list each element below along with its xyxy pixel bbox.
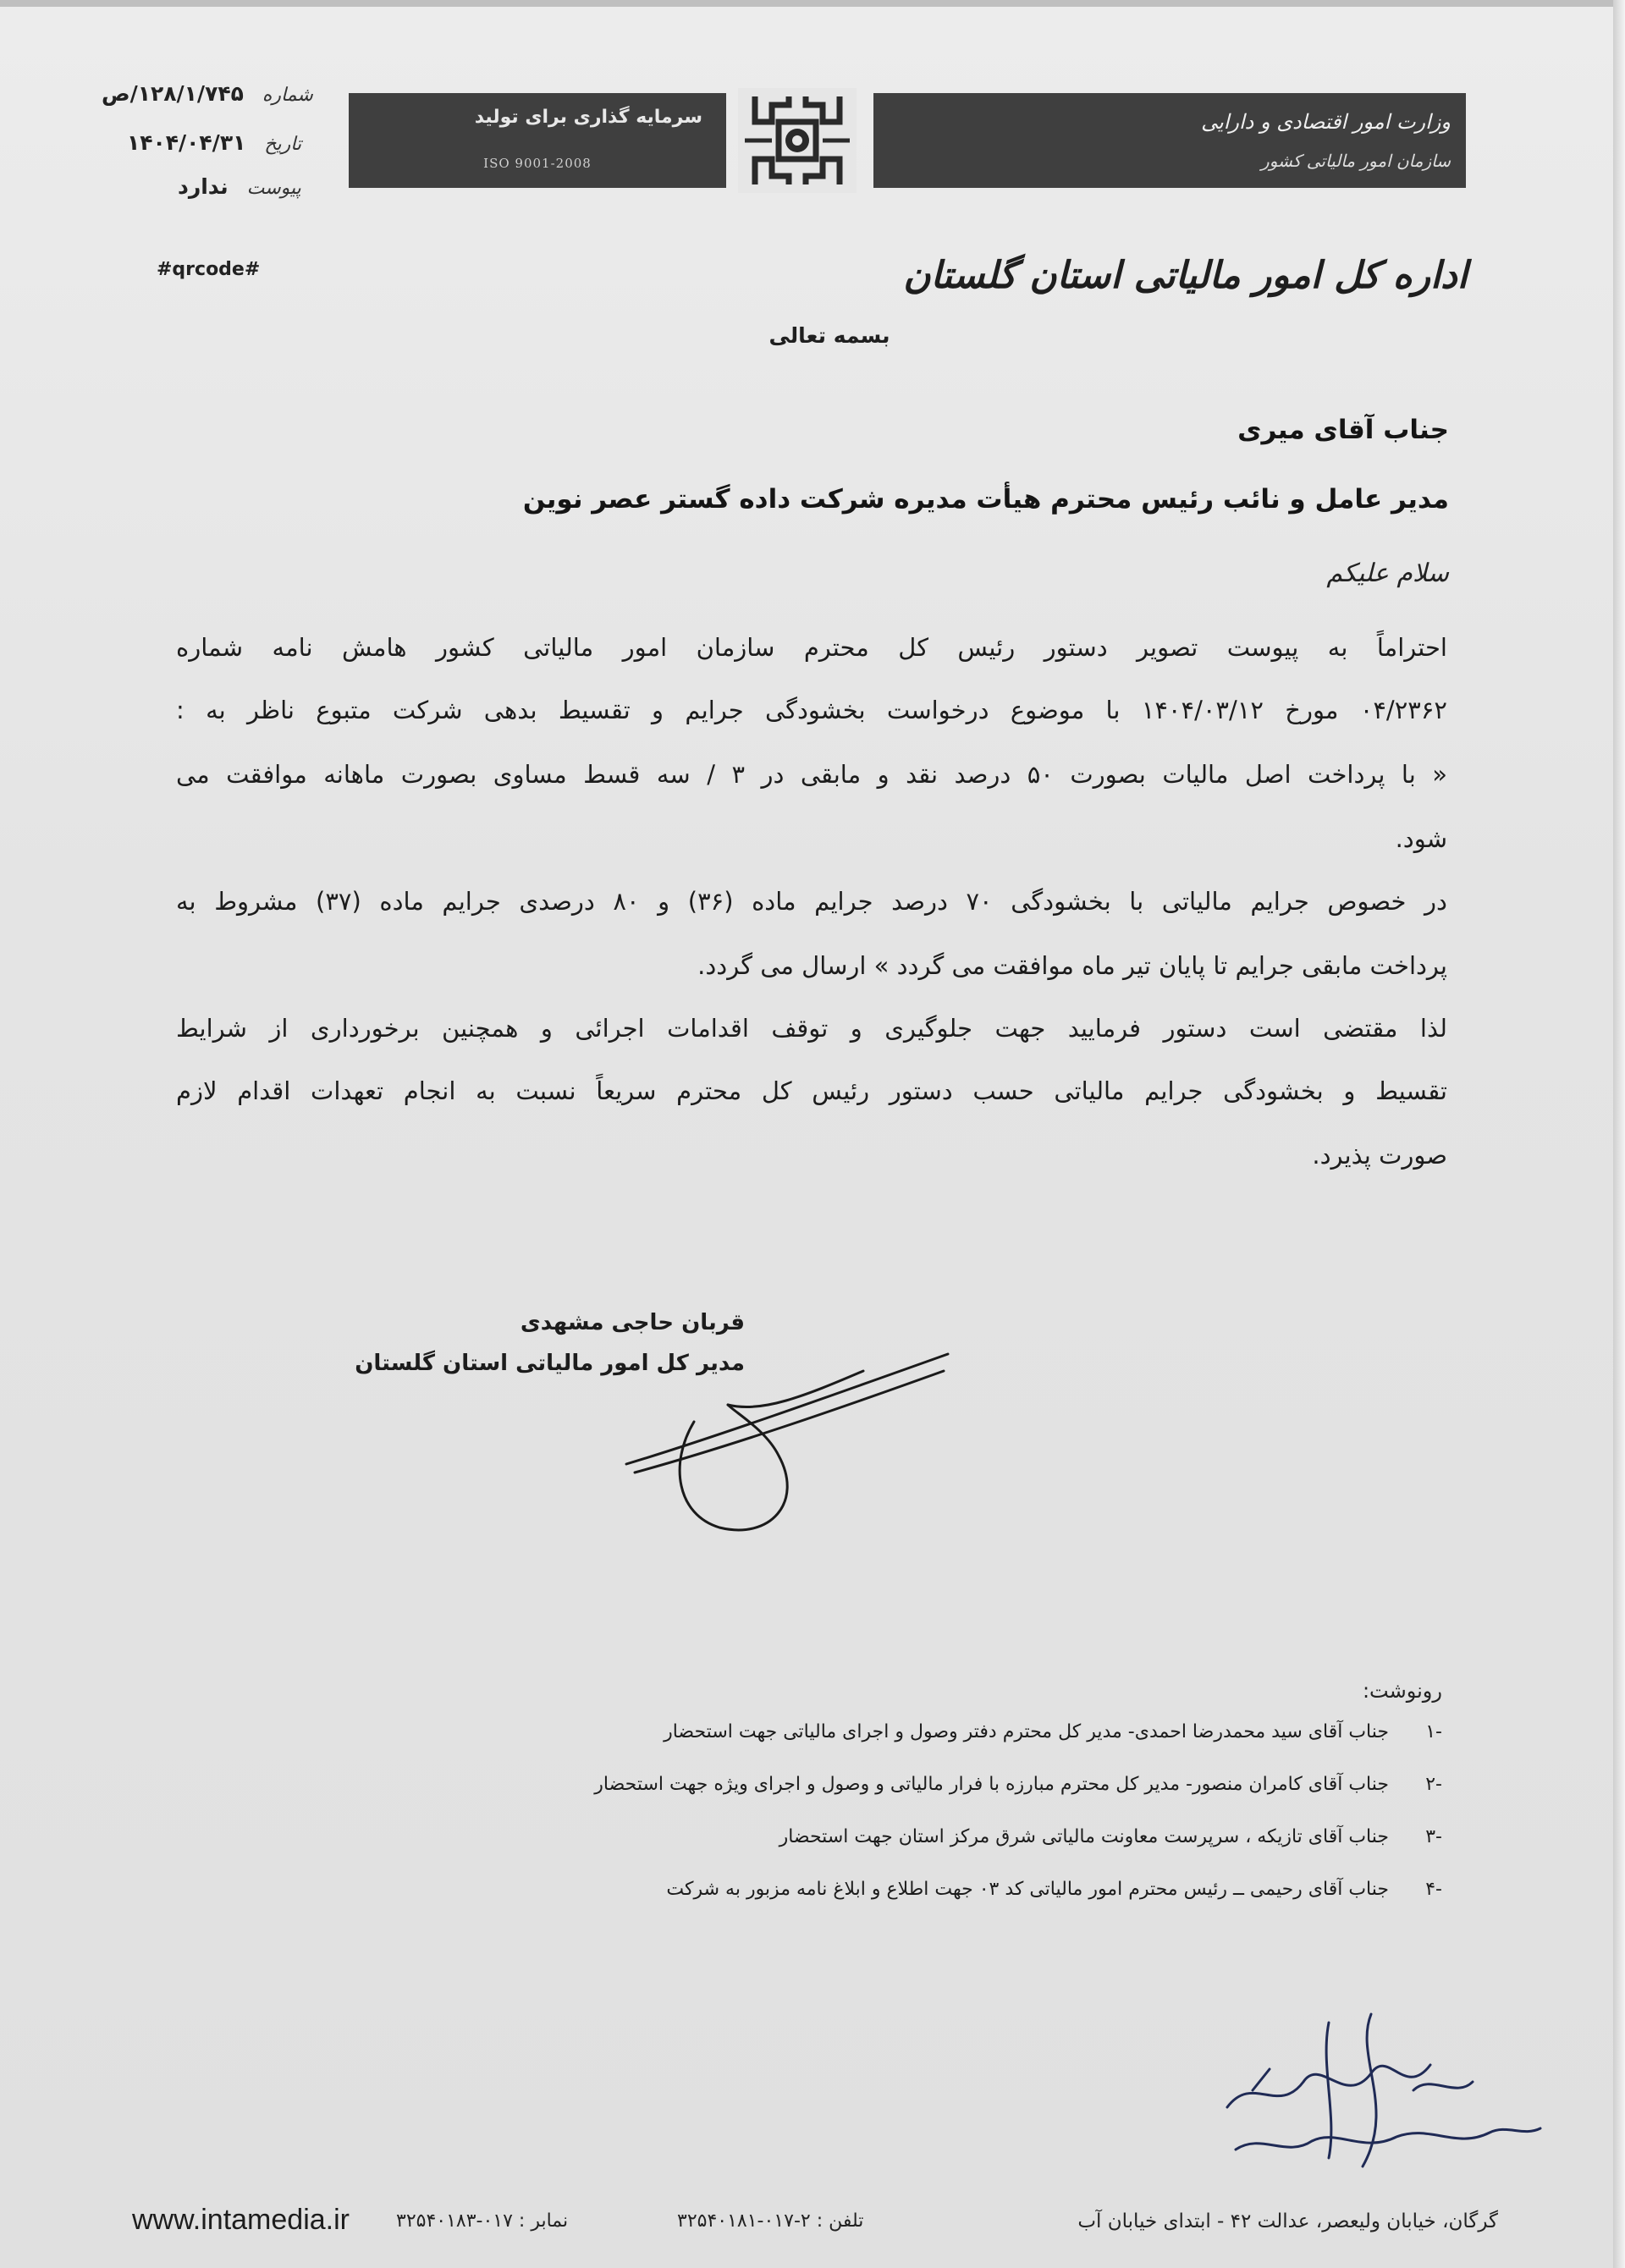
cc-item-text: جناب آقای تازیکه ، سرپرست معاونت مالیاتی شرق مرکز استان جهت استحضار xyxy=(779,1826,1389,1847)
cc-item-text: جناب آقای کامران منصور- مدیر کل محترم مبارزه با فرار مالیاتی و وصول و اجرای ویژه جهت استحضار xyxy=(594,1774,1389,1795)
slogan-banner xyxy=(349,93,726,188)
signature-icon xyxy=(609,1320,965,1540)
cc-item-number: -۳ xyxy=(1425,1826,1442,1847)
body-paragraph-2-line-2: پرداخت مابقی جرایم تا پایان تیر ماه موافقت می گردد » ارسال می گردد. xyxy=(697,951,1447,980)
letter-attachment-row xyxy=(178,174,301,199)
signer-title: مدیر کل امور مالیاتی استان گلستان xyxy=(355,1351,745,1376)
cc-item-number: -۴ xyxy=(1425,1879,1442,1900)
cc-item xyxy=(666,1879,1442,1900)
letter-number: ۱۲۸/۱/۷۴۵/ص xyxy=(102,81,244,106)
cc-item-text: جناب آقای رحیمی ــ رئیس محترم امور مالیاتی کد ۰۳ جهت اطلاع و ابلاغ نامه مزبور به شرکت xyxy=(666,1879,1389,1900)
signer-name: قربان حاجی مشهدی xyxy=(520,1310,745,1335)
body-paragraph-1-line-4: شود. xyxy=(1395,824,1447,853)
footer-address: گرگان، خیابان ولیعصر، عدالت ۴۲ - ابتدای خیابان آب xyxy=(1077,2210,1498,2232)
tax-organization-emblem-icon xyxy=(738,88,857,193)
footer-website: www.intamedia.ir xyxy=(132,2204,350,2236)
iso-text: ISO 9001-2008 xyxy=(483,156,592,171)
body-paragraph-1-line-3: « با پرداخت اصل مالیات بصورت ۵۰ درصد نقد و مابقی در ۳ / سه قسط مساوی بصورت ماهانه موافقت می xyxy=(176,760,1448,789)
footer-fax: نمابر : ۰۱۷-۳۲۵۴۰۱۸۳ xyxy=(396,2210,569,2232)
cc-item-text: جناب آقای سید محمدرضا احمدی- مدیر کل محترم دفتر وصول و اجرای مالیاتی جهت استحضار xyxy=(664,1721,1389,1742)
date-label: تاریخ xyxy=(264,134,302,155)
attachment-label: پیوست xyxy=(246,178,301,199)
handwritten-note-icon xyxy=(1202,1989,1557,2183)
body-paragraph-2-line-1: در خصوص جرایم مالیاتی با بخشودگی ۷۰ درصد جرایم ماده (۳۶) و ۸۰ درصدی جرایم ماده (۳۷) مشروط به xyxy=(176,887,1447,916)
letter-attachment: ندارد xyxy=(178,174,229,199)
number-label: شماره xyxy=(262,85,313,106)
ministry-name: وزارت امور اقتصادی و دارایی xyxy=(1201,110,1451,134)
addressee-name: جناب آقای میری xyxy=(1237,415,1449,445)
body-paragraph-3-line-1: لذا مقتضی است دستور فرمایید جهت جلوگیری و توقف اقدامات اجرائی و همچنین برخورداری از شرایط xyxy=(176,1014,1447,1043)
cc-item xyxy=(594,1774,1442,1795)
office-title: اداره کل امور مالیاتی استان گلستان xyxy=(903,254,1468,297)
cc-item xyxy=(664,1721,1442,1742)
body-paragraph-3-line-2: تقسیط و بخشودگی جرایم مالیاتی حسب دستور رئیس کل محترم سریعاً نسبت به انجام تعهدات اقدام لازم xyxy=(176,1076,1447,1105)
cc-item-number: -۲ xyxy=(1425,1774,1442,1795)
greeting: سلام علیکم xyxy=(1326,559,1449,588)
cc-item xyxy=(779,1826,1442,1847)
slogan-text: سرمایه گذاری برای تولید xyxy=(474,107,702,128)
letter-date-row xyxy=(127,130,301,155)
body-paragraph-3-line-3: صورت پذیرد. xyxy=(1312,1141,1447,1170)
cc-title: رونوشت: xyxy=(1362,1679,1442,1703)
basmala: بسمه تعالی xyxy=(768,323,890,348)
letter-date: ۱۴۰۴/۰۴/۳۱ xyxy=(127,130,246,155)
addressee-title: مدیر عامل و نائب رئیس محترم هیأت مدیره شرکت داده گستر عصر نوین xyxy=(522,484,1449,515)
footer-phone: تلفن : ۲-۰۱۷-۳۲۵۴۰۱۸۱ xyxy=(677,2210,864,2232)
scan-top-edge xyxy=(0,0,1625,7)
cc-item-number: -۱ xyxy=(1425,1721,1442,1742)
qrcode-placeholder: #qrcode# xyxy=(157,259,261,280)
scan-right-edge xyxy=(1613,0,1625,2268)
ministry-banner xyxy=(873,93,1466,188)
letter-number-row xyxy=(102,81,313,106)
body-paragraph-1-line-1: احتراماً به پیوست تصویر دستور رئیس کل محترم سازمان امور مالیاتی کشور هامش نامه شماره xyxy=(176,633,1447,662)
body-paragraph-1-line-2: ۰۴/۲۳۶۲ مورخ ۱۴۰۴/۰۳/۱۲ با موضوع درخواست بخشودگی جرایم و تقسیط بدهی شرکت متبوع ناظر به : xyxy=(176,696,1448,724)
organization-name: سازمان امور مالیاتی کشور xyxy=(1261,151,1451,171)
